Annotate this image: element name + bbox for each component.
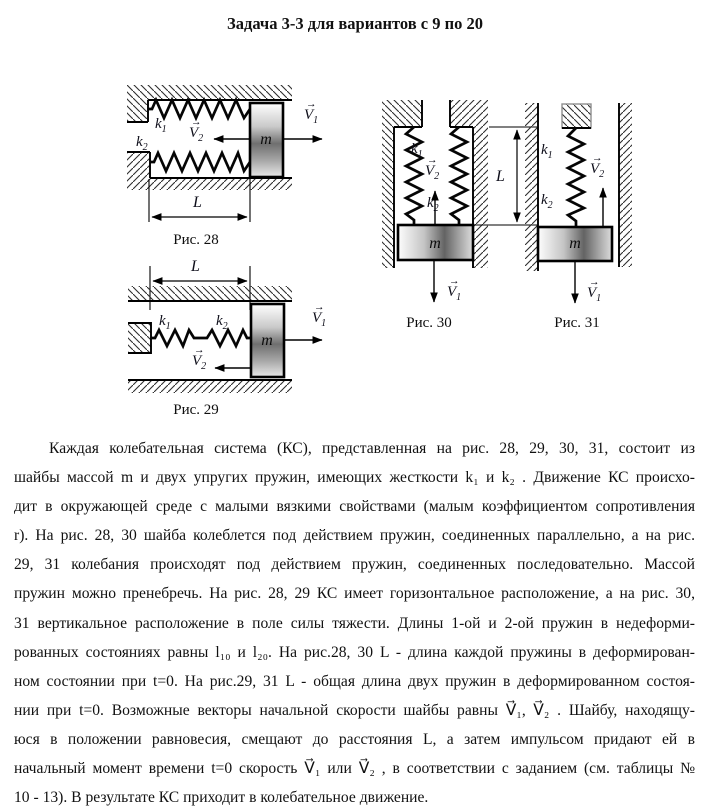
fig30-label-k1: [411, 142, 423, 160]
fig31-label-k1: [541, 143, 553, 161]
fig30-spring-k2: [451, 127, 467, 225]
vector-arrow-glyph: →: [592, 153, 603, 164]
problem-text-line: Каждая колебательная система (КС), представленная на рис. 28, 29, 30, 31, состоит из: [49, 440, 695, 457]
fig31-label-k2: [541, 193, 553, 211]
vector-arrow-glyph: →: [449, 276, 460, 287]
label-sub: 1: [596, 293, 602, 304]
problem-text-line: r). На рис. 28, 30 шайба колеблется под действием пружин, соединенных параллельно, а на рис.: [14, 527, 695, 545]
fig28-caption: Рис. 28: [173, 232, 219, 248]
label-base: k: [155, 116, 162, 132]
label-sub: 2: [434, 171, 440, 182]
fig31-label-mass: m: [569, 235, 581, 252]
label-base: k: [136, 134, 143, 150]
problem-text-line: 10 - 13). В результате КС приходит в колебательное движение.: [14, 789, 429, 807]
problem-text-line: дит в окружающей среде с малыми вязкими свойствами (малым коэффициентом сопротивления: [14, 498, 695, 516]
fig31-caption: Рис. 31: [554, 315, 600, 331]
label-base: V: [587, 285, 597, 301]
fig29-label-mass: m: [261, 332, 273, 349]
fig30-label-v1: [447, 276, 462, 303]
problem-text-line: начальный момент времени t=0 скорость V⃗₁ или V⃗₂ , в соответствии с заданием (см. таблицы №: [14, 760, 695, 778]
fig28-label-v1: [304, 99, 319, 126]
label-sub: 2: [222, 321, 228, 332]
label-base: k: [541, 142, 548, 158]
label-base: k: [159, 313, 166, 329]
label-base: V: [192, 353, 202, 369]
vector-arrow-glyph: →: [427, 155, 438, 166]
problem-text-line: рованных состояниях равны l₁₀ и l₂₀. На рис.28, 30 L - длина каждой пружины в деформирован-: [14, 643, 695, 661]
page-title: Задача 3-3 для вариантов с 9 по 20: [227, 14, 483, 33]
label-sub: 1: [321, 318, 327, 329]
label-sub: 2: [433, 203, 439, 214]
label-sub: 1: [313, 115, 319, 126]
label-sub: 2: [599, 169, 605, 180]
fig28-label-v2: [189, 117, 204, 144]
fig30-label-k2: [427, 196, 439, 214]
fig29-caption: Рис. 29: [173, 402, 219, 418]
fig31-label-v1: [587, 277, 602, 304]
problem-text-line: шайбы массой m и двух упругих пружин, имеющих жесткости k₁ и k₂ . Движение КС происхо-: [14, 469, 695, 487]
fig29-floor-hatch: [128, 380, 292, 393]
label-base: V: [447, 284, 457, 300]
vector-arrow-glyph: →: [306, 99, 317, 110]
problem-text-line: пружин можно пренебречь. На рис. 28, 29 КС имеет горизонтальное расположение, а на рис. 30,: [14, 585, 695, 603]
problem-text: [14, 434, 695, 809]
fig28-spring-k2: [150, 153, 250, 171]
label-sub: 1: [161, 124, 167, 135]
label-base: k: [541, 192, 548, 208]
fig31-springs-series: [568, 128, 584, 227]
label-base: V: [189, 125, 199, 141]
label-base: V: [312, 310, 322, 326]
label-sub: 2: [547, 200, 553, 211]
fig29-label-v1: [312, 302, 327, 329]
label-base: k: [411, 141, 418, 157]
label-sub: 2: [142, 142, 148, 153]
problem-text-line: нии при t=0. Возможные векторы начальной скорости шайбы равны V⃗₁, V⃗₂ . Шайбу, находящу-: [14, 701, 695, 719]
fig31-left-wall-hatch: [525, 103, 538, 271]
problem-text-line: 31 вертикальное расположение в поле силы тяжести. Длины 1-ой и 2-ой пружин в недеформи-: [14, 614, 695, 632]
fig28-label-k2: [136, 135, 148, 153]
label-sub: 1: [165, 321, 171, 332]
label-sub: 1: [417, 149, 423, 160]
fig29-label-k1: [159, 314, 171, 332]
fig30-label-v2: [425, 155, 440, 182]
fig28-spring-k1: [148, 100, 250, 118]
fig31-right-wall-hatch: [619, 103, 632, 267]
fig30-caption: Рис. 30: [406, 315, 452, 331]
figure-30-graphic: [382, 100, 537, 302]
problem-text-line: ном состоянии при t=0. На рис.29, 31 L - общая длина двух пружин в деформированном состоя-: [14, 672, 695, 690]
problem-text-line: 29, 31 колебания происходят под действием пружин, соединенных последовательно. Массой: [14, 556, 695, 574]
fig31-ceiling-block-hatch: [562, 104, 591, 128]
fig29-ceiling-hatch: [128, 286, 292, 301]
fig31-label-v2: [590, 153, 605, 180]
fig28-label-mass: m: [260, 131, 272, 148]
figure-28-graphic: [127, 85, 322, 222]
fig30-31-label-length: L: [496, 168, 505, 185]
fig28-label-length: L: [193, 194, 202, 211]
fig29-springs-series: [151, 330, 251, 346]
label-base: k: [216, 313, 223, 329]
fig29-label-length: L: [191, 258, 200, 275]
vector-arrow-glyph: →: [194, 345, 205, 356]
label-sub: 2: [198, 133, 204, 144]
label-sub: 1: [456, 292, 462, 303]
fig29-label-k2: [216, 314, 228, 332]
label-base: V: [425, 163, 435, 179]
fig30-label-mass: m: [429, 235, 441, 252]
fig28-label-k1: [155, 117, 167, 135]
label-sub: 1: [547, 150, 553, 161]
label-sub: 2: [201, 361, 207, 372]
label-base: V: [590, 161, 600, 177]
fig29-anchor-hatch: [128, 323, 151, 353]
vector-arrow-glyph: →: [191, 117, 202, 128]
fig29-label-v2: [192, 345, 207, 372]
label-base: k: [427, 195, 434, 211]
problem-text-line: юся в положении равновесия, смещают до расстояния L, а затем импульсом придают ей в: [14, 730, 695, 748]
label-base: V: [304, 107, 314, 123]
vector-arrow-glyph: →: [314, 302, 325, 313]
vector-arrow-glyph: →: [589, 277, 600, 288]
